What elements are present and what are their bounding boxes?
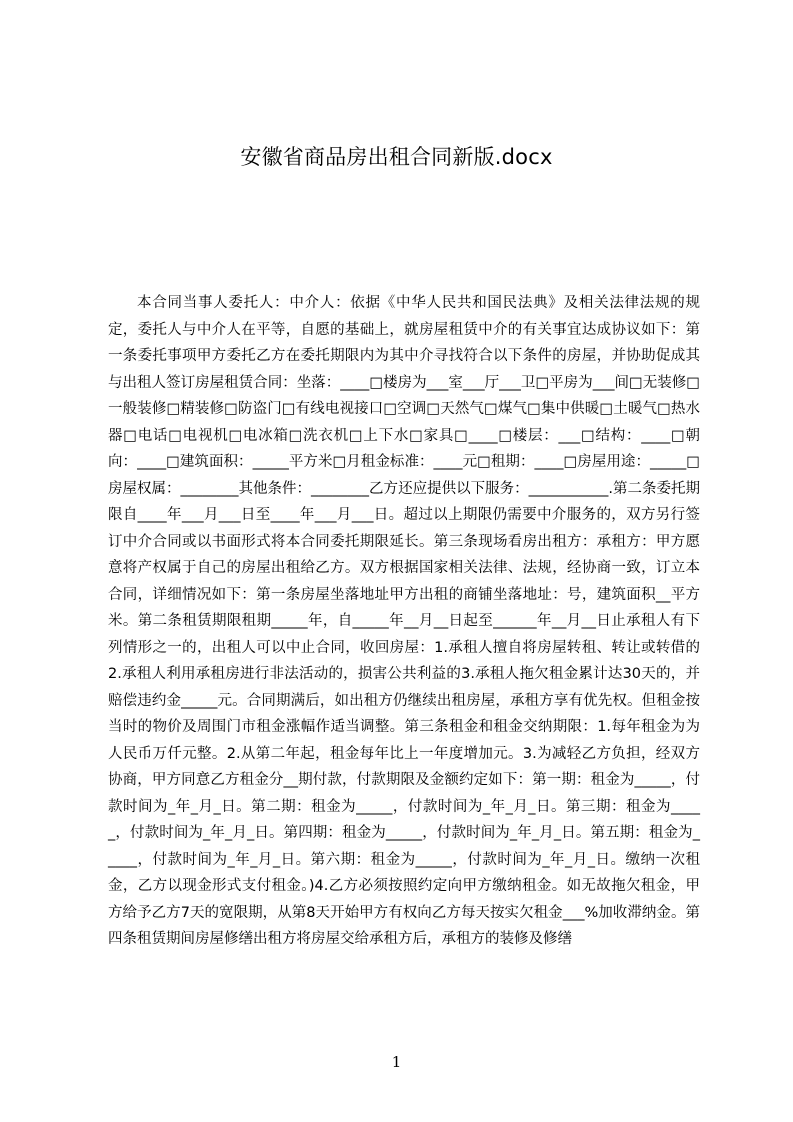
page-number: 1	[391, 1053, 402, 1071]
page-title: 安徽省商品房出租合同新版.docx	[240, 145, 553, 169]
body-paragraph: 本合同当事人委托人：中介人：依据《中华人民共和国民法典》及相关法律法规的规定，委托人与中介人在平等，自愿的基础上，就房屋租赁中介的有关事宜达成协议如下：第一条委托事项甲方委托乙方在委托期限内为其中介寻找符合以下条件的房屋，并协助促成其与出租人签订房屋租赁合同：坐落：____□楼房为___室___厅___卫□平房为___间□无装修□一般装修□精装修□防盗门□有线电视接口□空调□天然气□煤气□集中供暖□土暖气□热水器□电话□电视机□电冰箱□洗衣机□上下水□家具□____□楼层：___□结构：____□朝向：____□建筑面积：_____平方米□月租金标准：____元□租期：____□房屋用途：_____□房屋权属：________其他条件：________乙方还应提供以下服务：___________.第二条委托期限自____年___月___日至____年___月___日。超过以上期限仍需要中介服务的，双方另行签订中介合同或以书面形式将本合同委托期限延长。第三条现场看房出租方：承租方：甲方愿意将产权属于自己的房屋出租给乙方。双方根据国家相关法律、法规，经协商一致，订立本合同，详细情况如下：第一条房屋坐落地址甲方出租的商铺坐落地址：号，建筑面积__平方米。第二条租赁期限租期_____年，自_____年__月__日起至______年__月__日止承租人有下列情形之一的，出租人可以中止合同，收回房屋：1.承租人擅自将房屋转租、转让或转借的2.承租人利用承租房进行非法活动的，损害公共利益的3.承租人拖欠租金累计达30天的，并赔偿违约金_____元。合同期满后，如出租方仍继续出租房屋，承租方享有优先权。但租金按当时的物价及周围门市租金涨幅作适当调整。第三条租金和租金交纳期限：1.每年租金为为人民币万仟元整。2.从第二年起，租金每年比上一年度增加元。3.为减轻乙方负担，经双方协商，甲方同意乙方租金分__期付款，付款期限及金额约定如下：第一期：租金为_____，付款时间为_年_月_日。第二期：租金为_____，付款时间为_年_月_日。第三期：租金为_____，付款时间为_年_月_日。第四期：租金为_____，付款时间为_年_月_日。第五期：租金为_____，付款时间为_年_月_日。第六期：租金为_____，付款时间为_年_月_日。缴纳一次租金，乙方以现金形式支付租金。)4.乙方必须按照约定向甲方缴纳租金。如无故拖欠租金，甲方给予乙方7天的宽限期，从第8天开始甲方有权向乙方每天按实欠租金___%加收滞纳金。第四条租赁期间房屋修缮出租方将房屋交给承租方后，承租方的装修及修缮	[108, 295, 700, 947]
